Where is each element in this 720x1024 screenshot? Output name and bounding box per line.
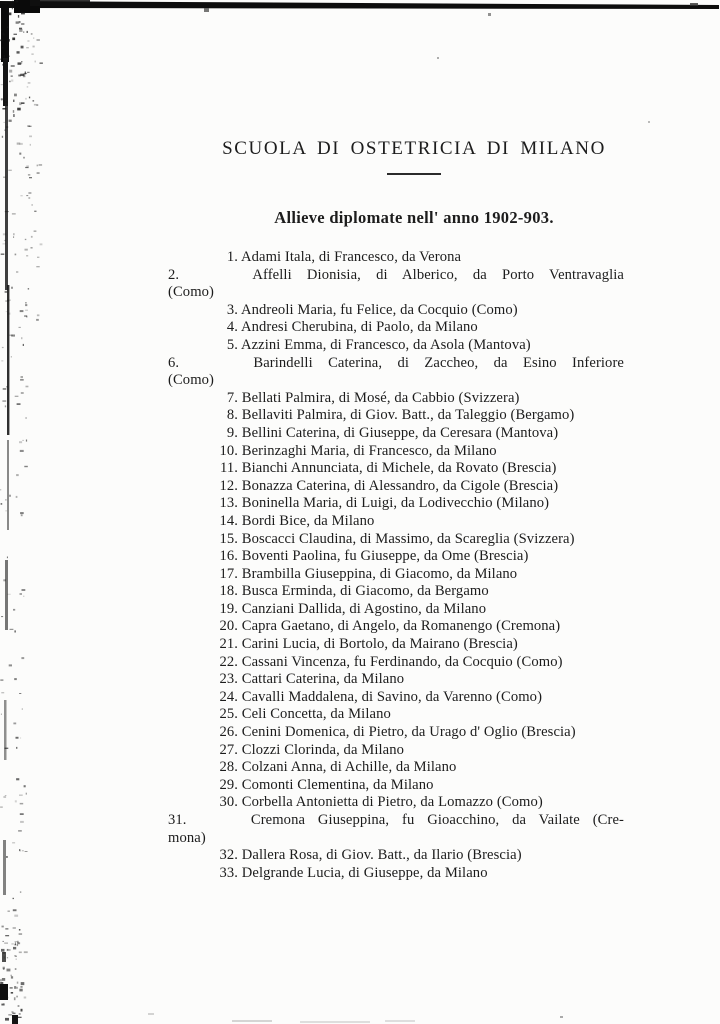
entry-text: Dallera Rosa, di Giov. Batt., da Ilario (Brescia) xyxy=(241,847,522,864)
entry-first-line xyxy=(168,847,624,865)
entry-number: 21. xyxy=(219,636,238,653)
entry-text: Andresi Cherubina, di Paolo, da Milano xyxy=(240,319,478,336)
entry-first-line xyxy=(168,249,624,267)
entry-first-line xyxy=(168,531,624,549)
list-entry xyxy=(168,513,624,531)
entry-text: Boventi Paolina, fu Giuseppe, da Ome (Brescia) xyxy=(241,548,529,565)
entry-number: 19. xyxy=(219,600,238,617)
entry-first-line xyxy=(168,724,624,742)
entry-text: Bonazza Caterina, di Alessandro, da Cigole (Brescia) xyxy=(241,477,559,494)
list-entry xyxy=(168,443,624,461)
list-entry xyxy=(168,724,624,742)
entry-text: Corbella Antonietta di Pietro, da Lomazzo (Como) xyxy=(241,794,543,811)
entry-text: Clozzi Clorinda, da Milano xyxy=(241,741,405,758)
entry-number: 15. xyxy=(219,530,238,547)
entry-number: 1. xyxy=(226,249,238,265)
list-entry xyxy=(168,249,624,267)
entry-text: Bordi Bice, da Milano xyxy=(241,512,375,529)
list-entry xyxy=(168,812,624,847)
entry-number: 12. xyxy=(219,477,238,494)
list-entry xyxy=(168,460,624,478)
entry-first-line xyxy=(168,407,624,425)
list-entry xyxy=(168,566,624,584)
list-entry xyxy=(168,337,624,355)
entry-first-line xyxy=(168,443,624,461)
entry-first-line xyxy=(168,794,624,812)
list-entry xyxy=(168,267,624,302)
entry-first-line xyxy=(168,654,624,672)
entry-first-line xyxy=(168,390,624,408)
entry-text: Cattari Caterina, da Milano xyxy=(241,671,405,688)
entry-first-line xyxy=(168,460,624,478)
page-header xyxy=(168,138,660,228)
page-title: SCUOLA DI OSTETRICIA DI MILANO xyxy=(222,138,606,159)
entry-continuation-line: mona) xyxy=(168,829,206,846)
entry-text: Cassani Vincenza, fu Ferdinando, da Cocquio (Como) xyxy=(241,653,563,670)
entry-first-line xyxy=(168,636,624,654)
entry-number: 4. xyxy=(226,319,238,336)
list-entry xyxy=(168,302,624,320)
entry-number: 26. xyxy=(219,724,238,741)
entry-text: Berinzaghi Maria, di Francesco, da Milano xyxy=(241,442,497,459)
entry-text: Cenini Domenica, di Pietro, da Urago d' Oglio (Brescia) xyxy=(241,724,576,741)
entry-text: Boninella Maria, di Luigi, da Lodivecchio (Milano) xyxy=(241,495,550,512)
list-entry xyxy=(168,865,624,883)
scan-artifact-top-edge xyxy=(0,1,719,9)
entry-number: 11. xyxy=(219,460,238,477)
entry-text: Bellini Caterina, di Giuseppe, da Ceresara (Mantova) xyxy=(241,424,559,441)
entry-text: Capra Gaetano, di Angelo, da Romanengo (Cremona) xyxy=(241,618,561,635)
entry-text: Brambilla Giuseppina, di Giacomo, da Milano xyxy=(241,565,518,582)
list-entry xyxy=(168,583,624,601)
entry-text: Delgrande Lucia, di Giuseppe, da Milano xyxy=(241,864,488,881)
list-entry xyxy=(168,531,624,549)
list-entry xyxy=(168,319,624,337)
list-entry xyxy=(168,478,624,496)
entry-number: 3. xyxy=(226,301,238,318)
entry-number: 25. xyxy=(219,706,238,723)
entry-first-line xyxy=(168,267,624,285)
entry-number: 8. xyxy=(226,407,238,424)
list-entry xyxy=(168,794,624,812)
entry-first-line xyxy=(168,583,624,601)
entry-number: 29. xyxy=(219,776,238,793)
entry-text: Boscacci Claudina, di Massimo, da Scareglia (Svizzera) xyxy=(241,530,575,547)
entry-number: 7. xyxy=(226,389,238,406)
entry-text: Cavalli Maddalena, di Savino, da Varenno (Como) xyxy=(241,688,543,705)
title-rule xyxy=(387,173,441,175)
entry-first-line xyxy=(168,566,624,584)
entry-number: 24. xyxy=(219,688,238,705)
entry-text: Bellati Palmira, di Mosé, da Cabbio (Svizzera) xyxy=(241,389,520,406)
entry-text: Barindelli Caterina, di Zaccheo, da Esino Inferiore xyxy=(253,354,624,371)
entry-text: Carini Lucia, di Bortolo, da Mairano (Brescia) xyxy=(241,636,518,653)
list-entry xyxy=(168,390,624,408)
entry-text: Canziani Dallida, di Agostino, da Milano xyxy=(241,600,487,617)
entry-number: 32. xyxy=(219,847,238,864)
entry-number: 17. xyxy=(219,565,238,582)
entry-first-line xyxy=(168,425,624,443)
entry-text: Andreoli Maria, fu Felice, da Cocquio (Como) xyxy=(240,301,518,318)
entry-number: 13. xyxy=(219,495,238,512)
entry-continuation-line: (Como) xyxy=(168,372,214,389)
entry-first-line xyxy=(168,337,624,355)
list-entry xyxy=(168,777,624,795)
page-subtitle: Allieve diplomate nell' anno 1902-903. xyxy=(274,208,554,227)
entry-number: 5. xyxy=(226,336,238,353)
entry-first-line xyxy=(168,706,624,724)
entry-first-line xyxy=(168,319,624,337)
list-entry xyxy=(168,706,624,724)
entry-text: Comonti Clementina, da Milano xyxy=(241,776,434,793)
entry-number: 14. xyxy=(219,512,238,529)
scan-speckle-noise xyxy=(0,0,43,1020)
scan-artifact-left-bar xyxy=(1,4,9,62)
entry-number: 27. xyxy=(219,741,238,758)
entry-first-line xyxy=(168,671,624,689)
entry-first-line xyxy=(168,777,624,795)
entry-first-line xyxy=(168,548,624,566)
entry-text: Bellaviti Palmira, di Giov. Batt., da Taleggio (Bergamo) xyxy=(241,407,575,424)
list-entry xyxy=(168,636,624,654)
diplomate-list xyxy=(168,249,624,882)
list-entry xyxy=(168,742,624,760)
entry-first-line xyxy=(168,302,624,320)
entry-text: Busca Erminda, di Giacomo, da Bergamo xyxy=(241,583,489,600)
entry-continuation-line: (Como) xyxy=(168,284,214,301)
entry-first-line xyxy=(168,618,624,636)
entry-text: Colzani Anna, di Achille, da Milano xyxy=(241,759,457,776)
list-entry xyxy=(168,548,624,566)
entry-first-line xyxy=(168,689,624,707)
entry-number: 23. xyxy=(219,671,238,688)
scan-artifact-bottom-blob xyxy=(0,984,8,1000)
entry-first-line xyxy=(168,812,624,830)
entry-number: 2. xyxy=(168,266,180,283)
list-entry xyxy=(168,759,624,777)
entry-text: Bianchi Annunciata, di Michele, da Rovato (Brescia) xyxy=(241,460,557,477)
entry-first-line xyxy=(168,355,624,373)
list-entry xyxy=(168,689,624,707)
entry-text: Azzini Emma, di Francesco, da Asola (Mantova) xyxy=(240,336,531,353)
entry-text: Adami Itala, di Francesco, da Verona xyxy=(240,249,462,265)
list-entry xyxy=(168,618,624,636)
entry-number: 31. xyxy=(168,812,187,828)
list-entry xyxy=(168,671,624,689)
entry-number: 16. xyxy=(219,548,238,565)
list-entry xyxy=(168,654,624,672)
list-entry xyxy=(168,847,624,865)
scan-artifact-corner-blob xyxy=(14,0,40,13)
entry-first-line xyxy=(168,513,624,531)
entry-first-line xyxy=(168,478,624,496)
entry-number: 30. xyxy=(219,794,238,811)
list-entry xyxy=(168,495,624,513)
entry-first-line xyxy=(168,601,624,619)
entry-number: 9. xyxy=(226,424,238,441)
list-entry xyxy=(168,601,624,619)
entry-number: 18. xyxy=(219,583,238,600)
entry-first-line xyxy=(168,865,624,883)
entry-first-line xyxy=(168,742,624,760)
entry-number: 10. xyxy=(219,442,238,459)
entry-first-line xyxy=(168,759,624,777)
entry-number: 33. xyxy=(219,864,238,881)
entry-first-line xyxy=(168,495,624,513)
list-entry xyxy=(168,425,624,443)
entry-number: 20. xyxy=(219,618,238,635)
entry-text: Affelli Dionisia, di Alberico, da Porto Ventravaglia xyxy=(252,266,624,283)
entry-text: Celi Concetta, da Milano xyxy=(241,706,391,723)
entry-number: 6. xyxy=(168,354,180,371)
list-entry xyxy=(168,407,624,425)
list-entry xyxy=(168,355,624,390)
entry-number: 28. xyxy=(219,759,238,776)
entry-text: Cremona Giuseppina, fu Gioacchino, da Vailate (Cre- xyxy=(250,812,624,828)
entry-number: 22. xyxy=(219,653,238,670)
